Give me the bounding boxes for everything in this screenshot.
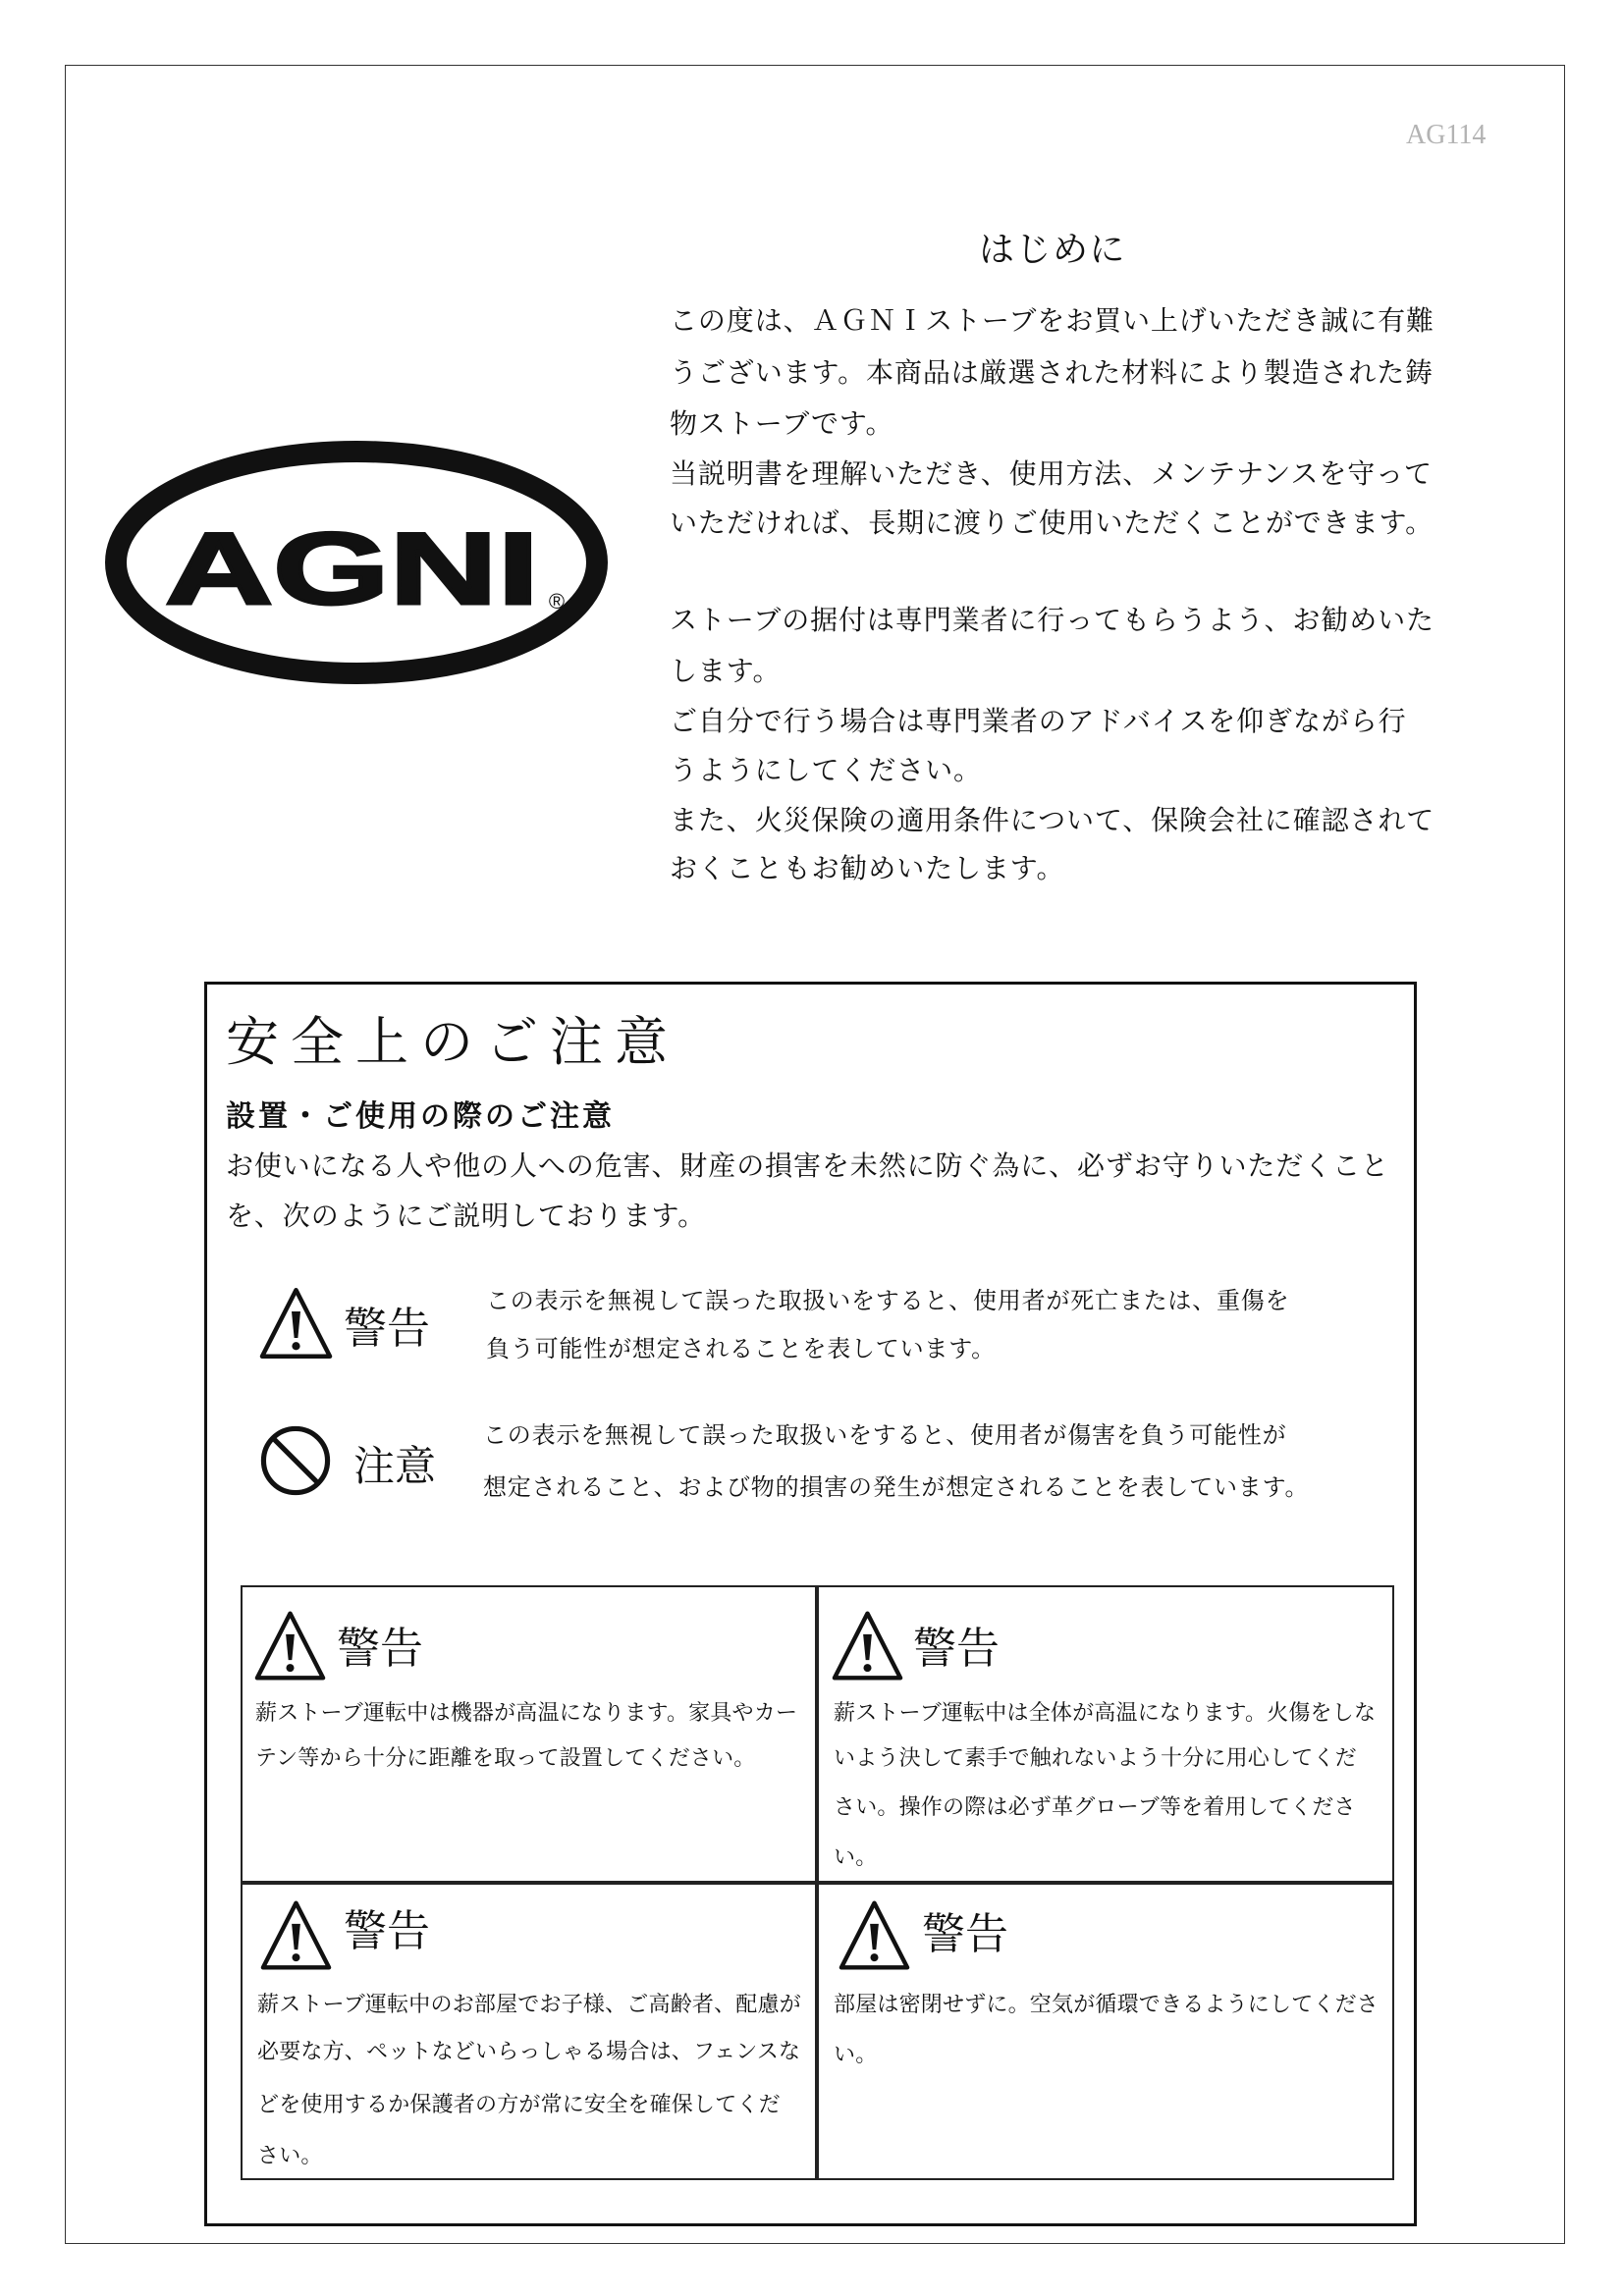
prohibition-circle-icon (259, 1423, 332, 1498)
warning-text: さい。 (257, 2144, 323, 2168)
intro-line: また、火災保険の適用条件について、保険会社に確認されて (670, 804, 1435, 836)
intro-line: 物ストーブです。 (670, 407, 894, 440)
intro-line: この度は、ＡＧＮＩストーブをお買い上げいただき誠に有難 (670, 304, 1434, 337)
intro-line: おくこともお勧めいたします。 (670, 852, 1065, 884)
warning-text: いよう決して素手で触れないよう十分に用心してくだ (834, 1746, 1357, 1771)
intro-line: うございます。本商品は厳選された材料により製造された鋳 (670, 356, 1434, 389)
warning-text: 必要な方、ペットなどいらっしゃる場合は、フェンスな (257, 2040, 801, 2064)
warning-cell (815, 1881, 1394, 2180)
warning-text: さい。操作の際は必ず革グローブ等を着用してくださ (834, 1795, 1356, 1820)
warning-triangle-icon (831, 1610, 904, 1682)
lead-line: を、次のようにご説明しております。 (226, 1200, 707, 1232)
legend-warning-text: この表示を無視して誤った取扱いをすると、使用者が死亡または、重傷を (486, 1287, 1290, 1314)
warning-label: 警告 (913, 1624, 1000, 1674)
intro-line: ストーブの据付は専門業者に行ってもらうよう、お勧めいた (670, 604, 1434, 636)
intro-line: うようにしてください。 (670, 754, 982, 786)
intro-line: します。 (670, 655, 782, 687)
agni-logo (98, 437, 619, 692)
warning-triangle-icon (838, 1899, 911, 1971)
warning-cell (815, 1585, 1394, 1885)
registered-mark: ® (548, 589, 566, 614)
legend-caution-text: この表示を無視して誤った取扱いをすると、使用者が傷害を負う可能性が (483, 1421, 1287, 1449)
document-code: AG114 (1406, 120, 1487, 150)
safety-precautions-box (204, 982, 1417, 2226)
intro-line: ご自分で行う場合は専門業者のアドバイスを仰ぎながら行 (670, 705, 1407, 737)
warning-cell (241, 1585, 819, 1885)
lead-line: お使いになる人や他の人への危害、財産の損害を未然に防ぐ為に、必ずお守りいただくこと (226, 1149, 1389, 1182)
safety-subtitle: 設置・ご使用の際のご注意 (226, 1099, 615, 1134)
intro-title: はじめに (979, 230, 1127, 270)
warning-text: 薪ストーブ運転中は機器が高温になります。家具やカー (255, 1701, 798, 1726)
warning-text: 部屋は密閉せずに。空気が循環できるようにしてくださ (834, 1993, 1380, 2017)
warning-text: 薪ストーブ運転中は全体が高温になります。火傷をしな (834, 1701, 1377, 1726)
warning-text: い。 (834, 1845, 878, 1870)
legend-caution-text: 想定されること、および物的損害の発生が想定されることを表しています。 (483, 1473, 1310, 1501)
warning-text: 薪ストーブ運転中のお部屋でお子様、ご高齢者、配慮が (257, 1993, 801, 2017)
warning-label: 警告 (344, 1906, 430, 1956)
warning-label: 警告 (922, 1909, 1008, 1959)
warning-label: 警告 (337, 1624, 423, 1674)
warning-triangle-icon (259, 1286, 333, 1361)
warning-text: テン等から十分に距離を取って設置してください。 (255, 1746, 756, 1771)
legend-warning-text: 負う可能性が想定されることを表しています。 (486, 1335, 996, 1362)
legend-warning-label: 警告 (344, 1304, 430, 1354)
logo-wordmark: AGNI (165, 512, 539, 626)
warning-cell (241, 1881, 819, 2180)
intro-line: いただければ、長期に渡りご使用いただくことができます。 (670, 507, 1434, 539)
safety-title: 安全上のご注意 (226, 1011, 679, 1073)
intro-line: 当説明書を理解いただき、使用方法、メンテナンスを守って (670, 457, 1433, 490)
warning-text: どを使用するか保護者の方が常に安全を確保してくだ (257, 2093, 781, 2117)
warning-triangle-icon (253, 1610, 327, 1682)
legend-caution-label: 注意 (353, 1442, 437, 1490)
warning-table (241, 1585, 1394, 2180)
warning-triangle-icon (259, 1899, 333, 1971)
warning-text: い。 (834, 2043, 878, 2067)
